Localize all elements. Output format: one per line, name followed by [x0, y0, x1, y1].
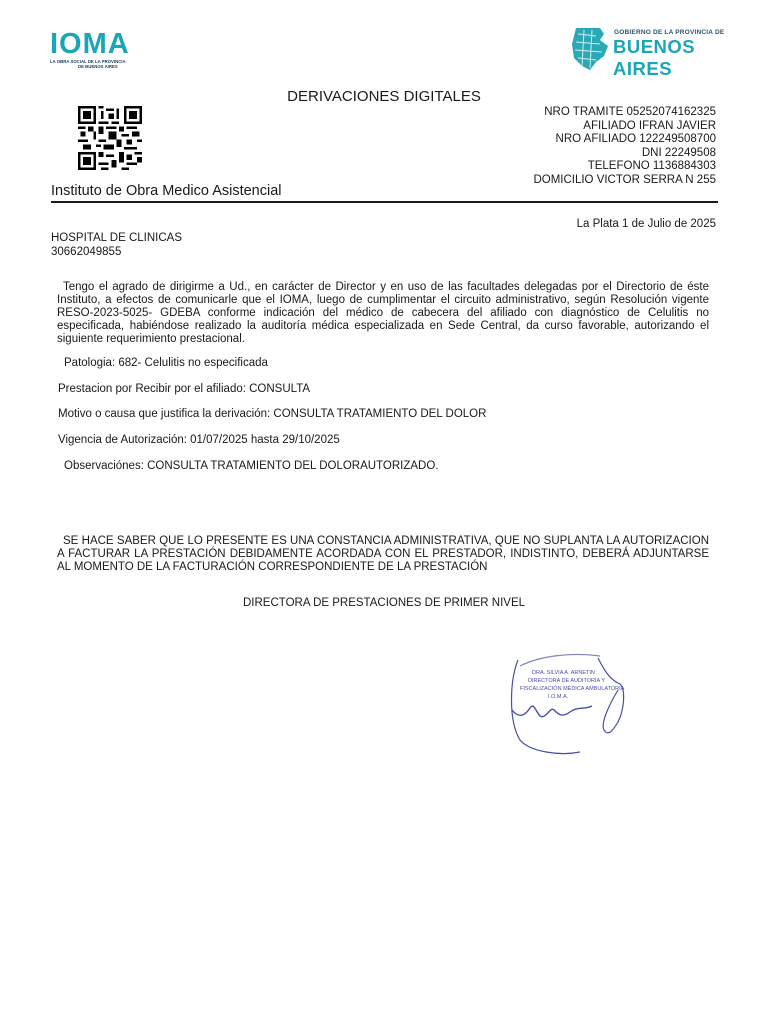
institute-name: Instituto de Obra Medico Asistencial [51, 183, 282, 199]
signature-title: DIRECTORA DE PRESTACIONES DE PRIMER NIVEL [242, 597, 526, 609]
patient-info [533, 106, 716, 187]
domicilio: DOMICILIO VICTOR SERRA N 255 [533, 173, 716, 186]
ioma-logo-sub1: LA OBRA SOCIAL DE LA PROVINCIA [50, 59, 126, 64]
tramite-number: NRO TRAMITE 05252074162325 [544, 106, 716, 118]
recipient-code: 30662049855 [51, 246, 122, 258]
date-line: La Plata 1 de Julio de 2025 [576, 218, 716, 230]
province-map-icon [570, 26, 610, 72]
recipient-name: HOSPITAL DE CLINICAS [51, 232, 183, 244]
observaciones-line: Observaciónes: CONSULTA TRATAMIENTO DEL DOLORAUTORIZADO. [64, 460, 439, 472]
ioma-logo-sub2: DE BUENOS AIRES [78, 64, 118, 69]
intro-paragraph [57, 281, 709, 346]
gov-logo-main: BUENOS AIRES [613, 36, 696, 79]
qr-code-icon [78, 106, 142, 170]
intro-text: Tengo el agrado de dirigirme a Ud., en carácter de Director y en uso de las facultades delegadas por el Directorio de éste Instituto, a efectos de comunicarle que el IOMA, luego de cumplimentar el circuito administrativo, según Resolución vigente RESO-2023-5025- GDEBA conforme indicación del médico de cabecera del afiliado con diagnóstico de Celulitis no especificada, habiéndose realizado la auditoría médica especializada en Sede Central, da curso favorable, autorizando el siguiente requerimiento prestacional. [57, 281, 709, 345]
gov-logo-top: GOBIERNO DE LA PROVINCIA DE [614, 29, 725, 36]
dni: DNI 22249508 [641, 146, 716, 159]
motivo-line: Motivo o causa que justifica la derivación: CONSULTA TRATAMIENTO DEL DOLOR [58, 408, 487, 420]
gobierno-buenos-aires-logo [568, 24, 728, 79]
signature-stamp [500, 640, 640, 760]
ioma-logo [50, 30, 142, 70]
telefono: TELEFONO 1136884303 [587, 160, 716, 172]
prestacion-line: Prestacion por Recibir por el afiliado: CONSULTA [58, 383, 311, 395]
legal-notice [57, 535, 709, 574]
recipient [51, 231, 182, 259]
afiliado-name: AFILIADO IFRAN JAVIER [583, 119, 716, 132]
stamp-line-1: DRA. SILVIA A. ARNETIN [532, 670, 595, 676]
ioma-logo-word: IOMA [50, 28, 130, 60]
header-divider [51, 201, 718, 203]
stamp-line-3: FISCALIZACIÓN MÉDICA AMBULATORIA [520, 686, 625, 692]
vigencia-line: Vigencia de Autorización: 01/07/2025 hasta 29/10/2025 [58, 434, 340, 446]
patologia-line: Patologia: 682- Celulitis no especificada [64, 357, 268, 369]
afiliado-number: NRO AFILIADO 122249508700 [555, 133, 716, 145]
notice-text: SE HACE SABER QUE LO PRESENTE ES UNA CONSTANCIA ADMINISTRATIVA, QUE NO SUPLANTA LA AUTORIZACION A FACTURAR LA PRESTACIÓN DEBIDAMENTE ACORDADA CON EL PRESTADOR, INDISTINTO, DEBERÁ ADJUNTARSE AL MOMENTO DE LA FACTURACIÓN CORRESPONDIENTE DE LA PRESTACIÓN [57, 535, 709, 573]
stamp-line-4: I.O.M.A. [548, 694, 569, 700]
document-title: DERIVACIONES DIGITALES [287, 88, 481, 105]
stamp-line-2: DIRECTORA DE AUDITORÍA Y [528, 678, 606, 684]
